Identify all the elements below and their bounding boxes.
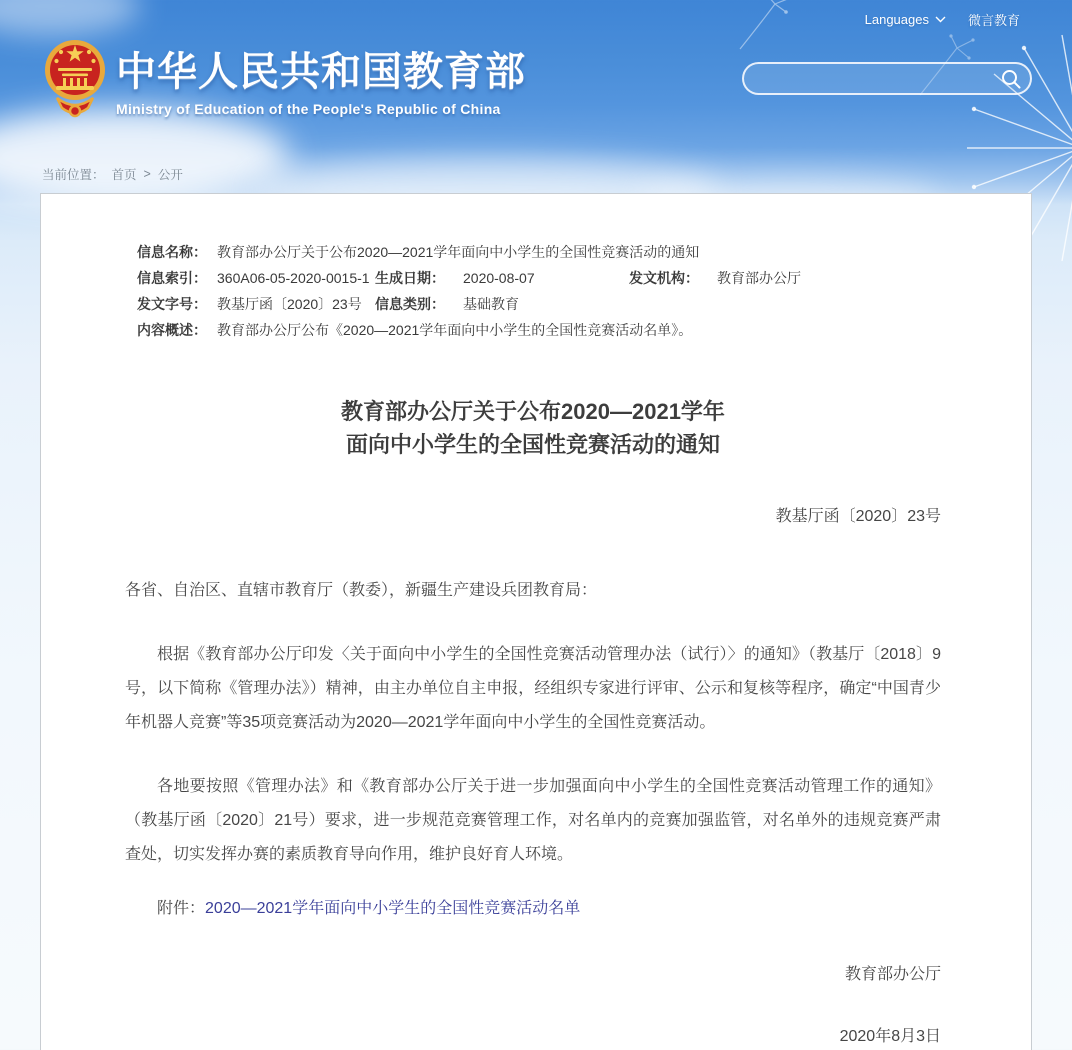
document-number: 教基厅函〔2020〕23号 bbox=[775, 508, 941, 525]
attachment-label: 附件： bbox=[157, 900, 206, 917]
search-bar bbox=[742, 62, 1032, 95]
wechat-education-label: 微言教育 bbox=[967, 13, 1020, 28]
meta-date-label: 生成日期： bbox=[375, 270, 445, 286]
document-title bbox=[125, 395, 941, 461]
paragraph-1: 根据《教育部办公厅印发〈关于面向中小学生的全国性竞赛活动管理办法（试行）〉的通知》（教基厅〔2018〕9号，以下简称《管理办法》）精神，由主办单位自主申报，经组织专家进行评审、公示和复核等程序，确定“中国青少年机器人竞赛”等35项竞赛活动为2020—2021学年面向中小学生的全国性竞赛活动。 bbox=[125, 646, 941, 731]
document-metadata bbox=[137, 243, 941, 339]
cloud-decoration bbox=[0, 0, 140, 36]
breadcrumb-current-link[interactable]: 公开 bbox=[157, 168, 183, 182]
attachment-link[interactable]: 2020—2021学年面向中小学生的全国性竞赛活动名单 bbox=[205, 900, 581, 917]
national-emblem-logo[interactable] bbox=[44, 32, 106, 122]
sign-date: 2020年8月3日 bbox=[839, 1028, 941, 1045]
meta-summary-label: 内容概述： bbox=[137, 322, 207, 338]
cloud-decoration bbox=[0, 108, 290, 204]
site-title-zh: 中华人民共和国教育部 bbox=[116, 50, 526, 94]
site-title-en: Ministry of Education of the People's Republic of China bbox=[116, 101, 501, 117]
meta-index-value: 360A06-05-2020-0015-1 bbox=[217, 270, 370, 286]
search-icon bbox=[1000, 68, 1022, 90]
wechat-education-link[interactable] bbox=[968, 10, 1020, 29]
breadcrumb-prefix: 当前位置： bbox=[42, 168, 105, 182]
breadcrumb-separator: > bbox=[143, 167, 151, 181]
top-utility-links bbox=[865, 10, 1020, 29]
document-title-line1: 教育部办公厅关于公布2020—2021学年 bbox=[341, 399, 725, 424]
document-title-line2: 面向中小学生的全国性竞赛活动的通知 bbox=[345, 432, 720, 457]
breadcrumb-home-link[interactable]: 首页 bbox=[111, 168, 137, 182]
meta-date-value: 2020-08-07 bbox=[463, 270, 535, 286]
meta-category-label: 信息类别： bbox=[375, 296, 445, 312]
site-branding bbox=[116, 40, 526, 117]
breadcrumb bbox=[42, 165, 183, 183]
search-input[interactable] bbox=[744, 64, 992, 93]
paragraph-2: 各地要按照《管理办法》和《教育部办公厅关于进一步加强面向中小学生的全国性竞赛活动管理工作的通知》（教基厅函〔2020〕21号）要求，进一步规范竞赛管理工作，对名单内的竞赛加强监管，对名单外的违规竞赛严肃查处，切实发挥办赛的素质教育导向作用，维护良好育人环境。 bbox=[125, 778, 941, 863]
meta-name-label: 信息名称： bbox=[137, 244, 207, 260]
meta-category-value: 基础教育 bbox=[463, 296, 519, 312]
meta-summary-value: 教育部办公厅公布《2020—2021学年面向中小学生的全国性竞赛活动名单》。 bbox=[217, 322, 693, 338]
salutation: 各省、自治区、直辖市教育厅（教委），新疆生产建设兵团教育局： bbox=[125, 582, 598, 599]
languages-dropdown[interactable] bbox=[865, 12, 946, 27]
meta-docno-label: 发文字号： bbox=[137, 296, 207, 312]
meta-agency-label: 发文机构： bbox=[629, 270, 699, 286]
meta-name-value: 教育部办公厅关于公布2020—2021学年面向中小学生的全国性竞赛活动的通知 bbox=[217, 244, 700, 260]
content-panel bbox=[40, 193, 1032, 1050]
dandelion-seed-decoration bbox=[730, 0, 820, 54]
languages-label: Languages bbox=[864, 12, 929, 27]
meta-agency-value: 教育部办公厅 bbox=[717, 270, 801, 286]
search-button[interactable] bbox=[992, 64, 1030, 93]
meta-index-label: 信息索引： bbox=[137, 270, 207, 286]
attachment-line bbox=[125, 892, 941, 926]
chevron-down-icon bbox=[935, 16, 946, 23]
meta-docno-value: 教基厅函〔2020〕23号 bbox=[217, 296, 362, 312]
signer: 教育部办公厅 bbox=[844, 966, 941, 983]
